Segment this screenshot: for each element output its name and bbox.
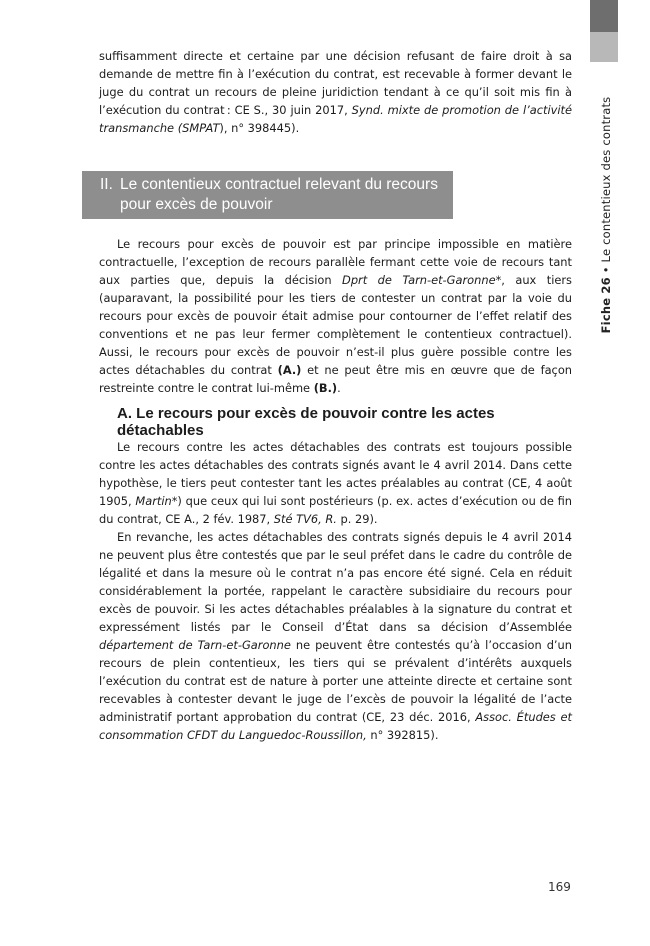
page-number: 169: [548, 880, 571, 894]
italic-citation: Martin: [135, 494, 172, 508]
page-body: [99, 47, 572, 137]
section-heading-ii: [82, 171, 453, 219]
italic-citation: Sté TV6, R.: [273, 512, 337, 526]
italic-citation: département de Tarn-et-Garonne: [99, 638, 291, 652]
fiche-title: Le contentieux des contrats: [599, 96, 613, 263]
intro-paragraph: suffisamment directe et certaine par une décision refusant de faire droit à sa demande de mettre fin à l’exécution du contrat, est recevable à former devant le juge du contrat un recours de pleine juridiction tendant à ce qu’il soit mis fin à l’exécution du contrat : CE S., 30 juin 2017, Synd. mixte de promotion de l’activité transmanche (SMPAT), n° 398445).: [99, 49, 572, 135]
subsection-paragraph-2: En revanche, les actes détachables des contrats signés depuis le 4 avril 2014 ne peuvent plus être contestés que par le seul préfet dans le cadre du contrôle de légalité et dans la mesure où le contrat n’a pas encore été signé. Cela en réduit considérablement la portée, rappelant le caractère subsidiaire du recours pour excès de pouvoir. Si les actes détachables préalables à la signature du contrat et expressément listés par le Conseil d’État dans sa décision d’Assemblée département de Tarn-et-Garonne ne peuvent être contestés qu’à l’occasion d’un recours de plein contentieux, les tiers qui se prévalent d’intérêts auxquels l’exécution du contrat est de nature à porter une atteinte directe et certaine sont recevables à contester devant le juge de l’excès de pouvoir la légalité de l’acte administratif portant approbation du contrat (CE, 23 déc. 2016, Assoc. Études et consommation CFDT du Languedoc-Roussillon, n° 392815).: [99, 530, 572, 742]
subsection-body: [99, 438, 572, 744]
section-number: II.: [100, 176, 113, 193]
italic-citation: Assoc. Études et consommation CFDT du Languedoc-Roussillon,: [99, 710, 572, 742]
subsection-paragraph-1: Le recours contre les actes détachables des contrats est toujours possible contre les actes détachables des contrats signés avant le 4 avril 2014. Dans cette hypothèse, le tiers peut contester tant les actes préalables au contrat (CE, 4 août 1905, Martin*) que ceux qui lui sont postérieurs (p. ex. actes d’exécution ou de fin du contrat, CE A., 2 fév. 1987, Sté TV6, R. p. 29).: [99, 440, 572, 526]
section-body: [99, 235, 572, 397]
side-tab-light-block: [590, 32, 618, 62]
fiche-bullet: •: [599, 266, 613, 274]
section-paragraph: Le recours pour excès de pouvoir est par principe impossible en matière contractuelle, l’exception de recours parallèle fermant cette voie de recours tant aux parties que, depuis la décision Dprt de Tarn-et-Garonne*, aux tiers (auparavant, la possibilité pour les tiers de contester un contrat par la voie du recours pour excès de pouvoir était admise pour contourner de l’effet relatif des conventions et ne pas leur fermer complètement le contentieux contractuel). Aussi, le recours pour excès de pouvoir n’est-il plus guère possible contre les actes détachables du contrat (A.) et ne peut être mis en œuvre que de façon restreinte contre le contrat lui-même (B.).: [99, 237, 573, 395]
bold-reference: (B.): [313, 381, 338, 395]
italic-citation: Synd. mixte de promotion de l’activité transmanche (SMPAT: [99, 103, 572, 135]
section-title: Le contentieux contractuel relevant du recours pour excès de pouvoir: [120, 176, 438, 213]
side-tab-label: [596, 70, 616, 360]
subsection-heading-wrap: [117, 405, 572, 439]
fiche-number: Fiche 26: [599, 277, 613, 334]
bold-reference: (A.): [277, 363, 302, 377]
side-tab-dark-block: [590, 0, 618, 32]
italic-citation: Dprt de Tarn-et-Garonne: [342, 273, 496, 287]
subsection-heading-a: A. Le recours pour excès de pouvoir contre les actes détachables: [117, 405, 495, 439]
